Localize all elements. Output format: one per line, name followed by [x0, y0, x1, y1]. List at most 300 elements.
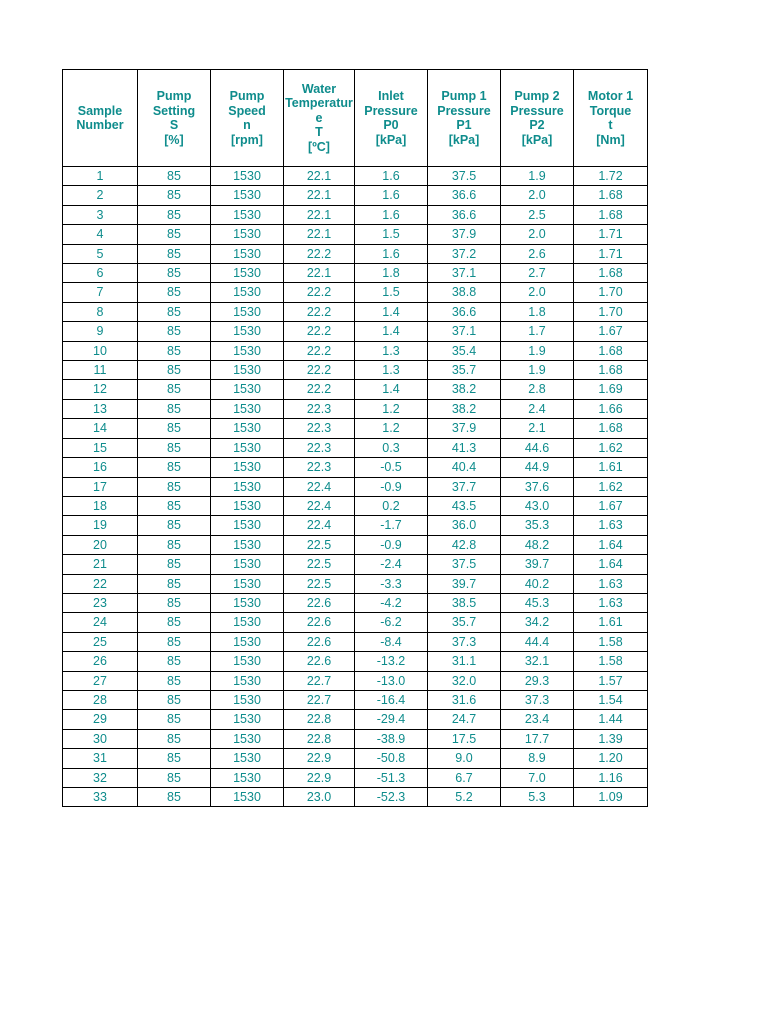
pump1-pressure-cell: 43.5: [428, 496, 501, 515]
pump-setting-cell: 85: [138, 690, 211, 709]
sample-number-cell: 17: [63, 477, 138, 496]
pump-speed-cell: 1530: [211, 671, 284, 690]
pump1-pressure-cell: 42.8: [428, 535, 501, 554]
table-row: [63, 496, 648, 515]
pump1-pressure-cell: 9.0: [428, 749, 501, 768]
water-temperature-cell: 22.2: [284, 244, 355, 263]
water-temperature-cell: 22.4: [284, 477, 355, 496]
sample-number-cell: 18: [63, 496, 138, 515]
pump1-pressure-cell: 36.6: [428, 205, 501, 224]
pump2-pressure-cell: 1.7: [501, 322, 574, 341]
inlet-pressure-cell: -4.2: [355, 593, 428, 612]
table-row: [63, 555, 648, 574]
table-row: [63, 749, 648, 768]
table-row: [63, 710, 648, 729]
sample-number-cell: 23: [63, 593, 138, 612]
motor1-torque-cell: 1.63: [574, 516, 648, 535]
motor1-torque-cell: 1.64: [574, 535, 648, 554]
pump-setting-cell: 85: [138, 302, 211, 321]
water-temperature-cell: 22.9: [284, 768, 355, 787]
water-temperature-cell: 22.4: [284, 496, 355, 515]
pump-speed-cell: 1530: [211, 710, 284, 729]
sample-number-cell: 11: [63, 361, 138, 380]
pump-setting-cell: 85: [138, 477, 211, 496]
pump-setting-cell: 85: [138, 729, 211, 748]
inlet-pressure-cell: 0.3: [355, 438, 428, 457]
inlet-pressure-cell: -50.8: [355, 749, 428, 768]
pump-speed-cell: 1530: [211, 399, 284, 418]
pump2-pressure-cell: 23.4: [501, 710, 574, 729]
pump2-pressure-cell: 2.0: [501, 283, 574, 302]
motor1-torque-cell: 1.20: [574, 749, 648, 768]
sample-number-cell: 14: [63, 419, 138, 438]
table-row: [63, 613, 648, 632]
pump2-pressure-cell: 37.6: [501, 477, 574, 496]
pump2-pressure-cell: 1.9: [501, 167, 574, 186]
motor1-torque-cell: 1.44: [574, 710, 648, 729]
water-temperature-cell: 23.0: [284, 788, 355, 807]
pump1-pressure-cell: 37.3: [428, 632, 501, 651]
motor1-torque-cell: 1.68: [574, 264, 648, 283]
pump-setting-cell: 85: [138, 438, 211, 457]
water-temperature-cell: 22.6: [284, 652, 355, 671]
sample-number-cell: 7: [63, 283, 138, 302]
sample-number-cell: 21: [63, 555, 138, 574]
data-table: [62, 69, 648, 807]
sample-number-cell: 32: [63, 768, 138, 787]
table-row: [63, 264, 648, 283]
water-temperature-cell: 22.8: [284, 710, 355, 729]
inlet-pressure-cell: 1.6: [355, 205, 428, 224]
pump2-pressure-cell: 40.2: [501, 574, 574, 593]
header-row: [63, 70, 648, 167]
motor1-torque-cell: 1.62: [574, 438, 648, 457]
water-temperature-cell: 22.9: [284, 749, 355, 768]
pump-speed-cell: 1530: [211, 283, 284, 302]
pump-speed-cell: 1530: [211, 613, 284, 632]
inlet-pressure-cell: -13.0: [355, 671, 428, 690]
pump-speed-cell: 1530: [211, 361, 284, 380]
pump2-pressure-cell: 2.6: [501, 244, 574, 263]
pump-setting-cell: 85: [138, 205, 211, 224]
sample-number-cell: 6: [63, 264, 138, 283]
sample-number-cell: 1: [63, 167, 138, 186]
table-row: [63, 205, 648, 224]
water-temperature-cell: 22.2: [284, 302, 355, 321]
pump1-pressure-cell: 38.5: [428, 593, 501, 612]
sample-number-cell: 25: [63, 632, 138, 651]
inlet-pressure-cell: 1.5: [355, 283, 428, 302]
inlet-pressure-cell: -0.9: [355, 535, 428, 554]
table-row: [63, 458, 648, 477]
motor1-torque-cell: 1.57: [574, 671, 648, 690]
pump-setting-cell: 85: [138, 341, 211, 360]
pump-setting-cell: 85: [138, 555, 211, 574]
inlet-pressure-cell: -3.3: [355, 574, 428, 593]
pump-speed-cell: 1530: [211, 729, 284, 748]
sample-number-cell: 27: [63, 671, 138, 690]
pump2-pressure-cell: 2.8: [501, 380, 574, 399]
pump-setting-cell: 85: [138, 768, 211, 787]
sample-number-cell: 28: [63, 690, 138, 709]
pump-setting-cell: 85: [138, 671, 211, 690]
header-pump-speed: Pump Speed n [rpm]: [211, 70, 284, 167]
pump2-pressure-cell: 2.1: [501, 419, 574, 438]
table-row: [63, 399, 648, 418]
inlet-pressure-cell: 1.2: [355, 399, 428, 418]
header-pump2-pressure: Pump 2 Pressure P2 [kPa]: [501, 70, 574, 167]
pump1-pressure-cell: 37.9: [428, 419, 501, 438]
inlet-pressure-cell: 1.6: [355, 186, 428, 205]
pump-speed-cell: 1530: [211, 322, 284, 341]
water-temperature-cell: 22.2: [284, 380, 355, 399]
pump-speed-cell: 1530: [211, 496, 284, 515]
pump-setting-cell: 85: [138, 516, 211, 535]
motor1-torque-cell: 1.68: [574, 419, 648, 438]
header-pump-setting: Pump Setting S [%]: [138, 70, 211, 167]
pump2-pressure-cell: 2.5: [501, 205, 574, 224]
motor1-torque-cell: 1.58: [574, 632, 648, 651]
pump-speed-cell: 1530: [211, 477, 284, 496]
pump2-pressure-cell: 2.7: [501, 264, 574, 283]
table-row: [63, 729, 648, 748]
motor1-torque-cell: 1.61: [574, 613, 648, 632]
sample-number-cell: 29: [63, 710, 138, 729]
pump2-pressure-cell: 32.1: [501, 652, 574, 671]
motor1-torque-cell: 1.39: [574, 729, 648, 748]
pump-speed-cell: 1530: [211, 186, 284, 205]
pump2-pressure-cell: 5.3: [501, 788, 574, 807]
pump-speed-cell: 1530: [211, 264, 284, 283]
pump1-pressure-cell: 31.1: [428, 652, 501, 671]
pump-setting-cell: 85: [138, 244, 211, 263]
table-row: [63, 302, 648, 321]
inlet-pressure-cell: 1.6: [355, 244, 428, 263]
water-temperature-cell: 22.3: [284, 438, 355, 457]
pump1-pressure-cell: 35.7: [428, 613, 501, 632]
inlet-pressure-cell: 0.2: [355, 496, 428, 515]
motor1-torque-cell: 1.64: [574, 555, 648, 574]
sample-number-cell: 26: [63, 652, 138, 671]
header-inlet-pressure: Inlet Pressure P0 [kPa]: [355, 70, 428, 167]
pump-speed-cell: 1530: [211, 419, 284, 438]
sample-number-cell: 8: [63, 302, 138, 321]
motor1-torque-cell: 1.62: [574, 477, 648, 496]
water-temperature-cell: 22.2: [284, 283, 355, 302]
pump2-pressure-cell: 2.0: [501, 186, 574, 205]
pump1-pressure-cell: 40.4: [428, 458, 501, 477]
pump1-pressure-cell: 37.9: [428, 225, 501, 244]
inlet-pressure-cell: 1.3: [355, 361, 428, 380]
pump1-pressure-cell: 37.5: [428, 167, 501, 186]
inlet-pressure-cell: -8.4: [355, 632, 428, 651]
water-temperature-cell: 22.8: [284, 729, 355, 748]
sample-number-cell: 16: [63, 458, 138, 477]
pump2-pressure-cell: 1.8: [501, 302, 574, 321]
pump2-pressure-cell: 34.2: [501, 613, 574, 632]
pump-setting-cell: 85: [138, 380, 211, 399]
inlet-pressure-cell: -0.9: [355, 477, 428, 496]
sample-number-cell: 20: [63, 535, 138, 554]
pump-setting-cell: 85: [138, 458, 211, 477]
pump1-pressure-cell: 6.7: [428, 768, 501, 787]
water-temperature-cell: 22.7: [284, 671, 355, 690]
pump2-pressure-cell: 37.3: [501, 690, 574, 709]
water-temperature-cell: 22.5: [284, 555, 355, 574]
pump-setting-cell: 85: [138, 593, 211, 612]
pump-setting-cell: 85: [138, 264, 211, 283]
water-temperature-cell: 22.2: [284, 322, 355, 341]
motor1-torque-cell: 1.68: [574, 186, 648, 205]
pump-speed-cell: 1530: [211, 749, 284, 768]
table-row: [63, 244, 648, 263]
header-water-temperature: Water Temperatur e T [ºC]: [284, 70, 355, 167]
pump-setting-cell: 85: [138, 788, 211, 807]
motor1-torque-cell: 1.70: [574, 302, 648, 321]
sample-number-cell: 12: [63, 380, 138, 399]
table-row: [63, 516, 648, 535]
water-temperature-cell: 22.1: [284, 205, 355, 224]
inlet-pressure-cell: 1.2: [355, 419, 428, 438]
pump1-pressure-cell: 35.4: [428, 341, 501, 360]
pump2-pressure-cell: 48.2: [501, 535, 574, 554]
water-temperature-cell: 22.6: [284, 632, 355, 651]
motor1-torque-cell: 1.61: [574, 458, 648, 477]
pump-speed-cell: 1530: [211, 535, 284, 554]
pump1-pressure-cell: 41.3: [428, 438, 501, 457]
inlet-pressure-cell: -52.3: [355, 788, 428, 807]
water-temperature-cell: 22.5: [284, 574, 355, 593]
pump-setting-cell: 85: [138, 361, 211, 380]
pump1-pressure-cell: 37.1: [428, 322, 501, 341]
pump1-pressure-cell: 36.0: [428, 516, 501, 535]
pump1-pressure-cell: 32.0: [428, 671, 501, 690]
pump-setting-cell: 85: [138, 749, 211, 768]
pump1-pressure-cell: 24.7: [428, 710, 501, 729]
pump-setting-cell: 85: [138, 535, 211, 554]
pump-speed-cell: 1530: [211, 690, 284, 709]
pump1-pressure-cell: 37.7: [428, 477, 501, 496]
pump2-pressure-cell: 8.9: [501, 749, 574, 768]
sample-number-cell: 19: [63, 516, 138, 535]
pump-setting-cell: 85: [138, 225, 211, 244]
water-temperature-cell: 22.1: [284, 264, 355, 283]
table-row: [63, 788, 648, 807]
pump1-pressure-cell: 38.2: [428, 399, 501, 418]
pump1-pressure-cell: 36.6: [428, 302, 501, 321]
water-temperature-cell: 22.2: [284, 341, 355, 360]
pump-speed-cell: 1530: [211, 244, 284, 263]
table-body: [63, 167, 648, 807]
pump2-pressure-cell: 35.3: [501, 516, 574, 535]
table-row: [63, 593, 648, 612]
pump2-pressure-cell: 1.9: [501, 341, 574, 360]
table-row: [63, 690, 648, 709]
pump-speed-cell: 1530: [211, 380, 284, 399]
water-temperature-cell: 22.5: [284, 535, 355, 554]
pump-speed-cell: 1530: [211, 593, 284, 612]
sample-number-cell: 4: [63, 225, 138, 244]
pump2-pressure-cell: 17.7: [501, 729, 574, 748]
pump1-pressure-cell: 38.2: [428, 380, 501, 399]
pump2-pressure-cell: 2.0: [501, 225, 574, 244]
table-row: [63, 652, 648, 671]
motor1-torque-cell: 1.71: [574, 244, 648, 263]
water-temperature-cell: 22.1: [284, 225, 355, 244]
header-sample-number: Sample Number: [63, 70, 138, 167]
header-motor1-torque: Motor 1 Torque t [Nm]: [574, 70, 648, 167]
pump-setting-cell: 85: [138, 613, 211, 632]
pump2-pressure-cell: 39.7: [501, 555, 574, 574]
pump-setting-cell: 85: [138, 283, 211, 302]
pump2-pressure-cell: 2.4: [501, 399, 574, 418]
pump-setting-cell: 85: [138, 419, 211, 438]
motor1-torque-cell: 1.69: [574, 380, 648, 399]
water-temperature-cell: 22.4: [284, 516, 355, 535]
motor1-torque-cell: 1.63: [574, 593, 648, 612]
inlet-pressure-cell: -13.2: [355, 652, 428, 671]
sample-number-cell: 10: [63, 341, 138, 360]
sample-number-cell: 24: [63, 613, 138, 632]
inlet-pressure-cell: 1.4: [355, 322, 428, 341]
pump-setting-cell: 85: [138, 322, 211, 341]
table-row: [63, 361, 648, 380]
water-temperature-cell: 22.6: [284, 593, 355, 612]
pump1-pressure-cell: 5.2: [428, 788, 501, 807]
pump-setting-cell: 85: [138, 186, 211, 205]
inlet-pressure-cell: -6.2: [355, 613, 428, 632]
pump2-pressure-cell: 44.4: [501, 632, 574, 651]
water-temperature-cell: 22.1: [284, 167, 355, 186]
water-temperature-cell: 22.3: [284, 399, 355, 418]
table-row: [63, 768, 648, 787]
pump-setting-cell: 85: [138, 496, 211, 515]
table-row: [63, 632, 648, 651]
pump-setting-cell: 85: [138, 710, 211, 729]
sample-number-cell: 3: [63, 205, 138, 224]
water-temperature-cell: 22.7: [284, 690, 355, 709]
table-row: [63, 380, 648, 399]
pump-setting-cell: 85: [138, 574, 211, 593]
table-row: [63, 186, 648, 205]
pump2-pressure-cell: 43.0: [501, 496, 574, 515]
sample-number-cell: 31: [63, 749, 138, 768]
pump1-pressure-cell: 36.6: [428, 186, 501, 205]
inlet-pressure-cell: 1.3: [355, 341, 428, 360]
pump2-pressure-cell: 1.9: [501, 361, 574, 380]
pump-speed-cell: 1530: [211, 167, 284, 186]
pump2-pressure-cell: 45.3: [501, 593, 574, 612]
pump1-pressure-cell: 17.5: [428, 729, 501, 748]
pump1-pressure-cell: 38.8: [428, 283, 501, 302]
pump-setting-cell: 85: [138, 399, 211, 418]
sample-number-cell: 2: [63, 186, 138, 205]
inlet-pressure-cell: -16.4: [355, 690, 428, 709]
table-row: [63, 574, 648, 593]
sample-number-cell: 33: [63, 788, 138, 807]
pump1-pressure-cell: 37.1: [428, 264, 501, 283]
table-row: [63, 535, 648, 554]
motor1-torque-cell: 1.68: [574, 361, 648, 380]
motor1-torque-cell: 1.72: [574, 167, 648, 186]
pump-speed-cell: 1530: [211, 458, 284, 477]
motor1-torque-cell: 1.54: [574, 690, 648, 709]
sample-number-cell: 15: [63, 438, 138, 457]
sample-number-cell: 9: [63, 322, 138, 341]
pump2-pressure-cell: 44.6: [501, 438, 574, 457]
sample-number-cell: 22: [63, 574, 138, 593]
pump1-pressure-cell: 39.7: [428, 574, 501, 593]
pump-setting-cell: 85: [138, 632, 211, 651]
pump2-pressure-cell: 7.0: [501, 768, 574, 787]
inlet-pressure-cell: -2.4: [355, 555, 428, 574]
table-row: [63, 419, 648, 438]
sample-number-cell: 5: [63, 244, 138, 263]
motor1-torque-cell: 1.58: [574, 652, 648, 671]
table-row: [63, 671, 648, 690]
table-row: [63, 438, 648, 457]
pump-setting-cell: 85: [138, 652, 211, 671]
motor1-torque-cell: 1.68: [574, 341, 648, 360]
pump-speed-cell: 1530: [211, 302, 284, 321]
pump-speed-cell: 1530: [211, 652, 284, 671]
pump-speed-cell: 1530: [211, 574, 284, 593]
table-row: [63, 225, 648, 244]
inlet-pressure-cell: 1.4: [355, 380, 428, 399]
inlet-pressure-cell: -1.7: [355, 516, 428, 535]
inlet-pressure-cell: 1.8: [355, 264, 428, 283]
motor1-torque-cell: 1.09: [574, 788, 648, 807]
pump1-pressure-cell: 37.5: [428, 555, 501, 574]
water-temperature-cell: 22.3: [284, 458, 355, 477]
table-row: [63, 341, 648, 360]
pump-speed-cell: 1530: [211, 438, 284, 457]
pump-speed-cell: 1530: [211, 341, 284, 360]
water-temperature-cell: 22.3: [284, 419, 355, 438]
motor1-torque-cell: 1.63: [574, 574, 648, 593]
motor1-torque-cell: 1.67: [574, 496, 648, 515]
inlet-pressure-cell: -0.5: [355, 458, 428, 477]
pump2-pressure-cell: 44.9: [501, 458, 574, 477]
inlet-pressure-cell: 1.6: [355, 167, 428, 186]
motor1-torque-cell: 1.16: [574, 768, 648, 787]
water-temperature-cell: 22.1: [284, 186, 355, 205]
pump-speed-cell: 1530: [211, 205, 284, 224]
water-temperature-cell: 22.2: [284, 361, 355, 380]
inlet-pressure-cell: -38.9: [355, 729, 428, 748]
pump-speed-cell: 1530: [211, 225, 284, 244]
motor1-torque-cell: 1.68: [574, 205, 648, 224]
inlet-pressure-cell: -51.3: [355, 768, 428, 787]
inlet-pressure-cell: -29.4: [355, 710, 428, 729]
motor1-torque-cell: 1.67: [574, 322, 648, 341]
pump-speed-cell: 1530: [211, 632, 284, 651]
table-row: [63, 283, 648, 302]
pump1-pressure-cell: 35.7: [428, 361, 501, 380]
inlet-pressure-cell: 1.4: [355, 302, 428, 321]
table-row: [63, 167, 648, 186]
inlet-pressure-cell: 1.5: [355, 225, 428, 244]
header-pump1-pressure: Pump 1 Pressure P1 [kPa]: [428, 70, 501, 167]
pump-speed-cell: 1530: [211, 555, 284, 574]
motor1-torque-cell: 1.70: [574, 283, 648, 302]
sample-number-cell: 13: [63, 399, 138, 418]
pump1-pressure-cell: 31.6: [428, 690, 501, 709]
pump-setting-cell: 85: [138, 167, 211, 186]
motor1-torque-cell: 1.71: [574, 225, 648, 244]
pump2-pressure-cell: 29.3: [501, 671, 574, 690]
water-temperature-cell: 22.6: [284, 613, 355, 632]
